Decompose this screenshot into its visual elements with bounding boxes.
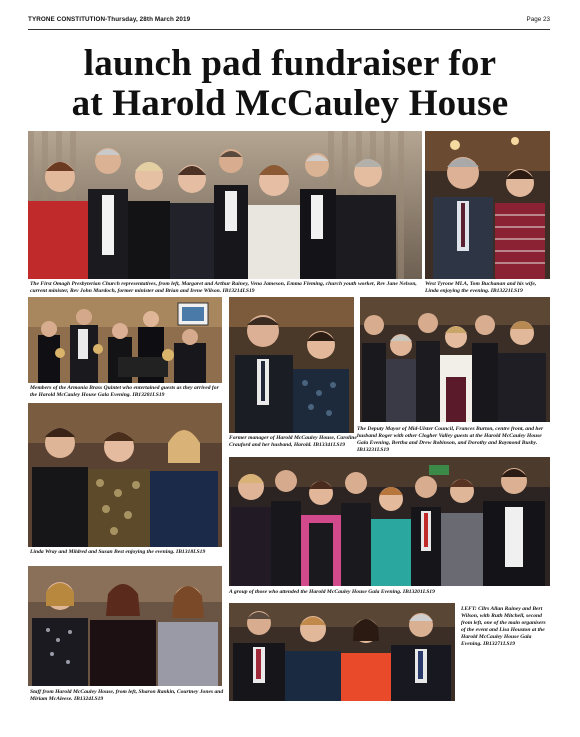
- caption-gala-group: A group of those who attended the Harold McCauley House Gala Evening. IB13201LS19: [229, 589, 435, 595]
- photo-linda-mildred-susan: [28, 403, 222, 547]
- headline-line-2: at Harold McCauley House: [71, 83, 509, 124]
- photo-gala-group: [229, 457, 550, 586]
- publication-date: TYRONE CONSTITUTION-Thursday, 28th March 2019: [28, 16, 191, 23]
- photo-mla-couple: [425, 131, 550, 279]
- caption-staff: Staff from Harold McCauley House, from left, Sharon Rankin, Courtney Jones and Miriam McAleese. IB1324LS19: [30, 689, 224, 702]
- photo-brass-quintet: [28, 297, 222, 383]
- caption-councillors: LEFT: Cllrs Allan Rainey and Bert Wilson, with Ruth Mitchell, second from left, one of the main organisers of the event and Lisa Houston at the Harold McCauley House Gala Evening. IB13271LS19: [461, 606, 546, 647]
- photo-deputy-mayor-group: [360, 297, 550, 422]
- caption-former-manager: Former manager of Harold McCauley House, Caroline Crauford and her husband, Harold. IB13341LS19: [229, 435, 357, 448]
- caption-mla-couple: West Tyrone MLA, Tom Buchanan and his wife, Linda enjoying the evening. IB13221LS19: [425, 281, 537, 294]
- caption-linda-mildred-susan: Linda Wray and Mildred and Susan Best enjoying the evening. IB1318LS19: [30, 549, 206, 555]
- photo-staff: [28, 566, 222, 686]
- caption-brass-quintet: Members of the Armonia Brass Quintet who entertained guests as they arrived for the Harold McCauley House Gala Evening. IB13281LS19: [30, 385, 219, 398]
- caption-deputy-mayor-group: The Deputy Mayor of Mid-Ulster Council, Frances Burton, centre front, and her husband Roger with other Clogher Valley guests at the Harold McCauley House Gala Evening, Bertha and Drew Robinson, and Dorothy and Raymond Busby. IB13231LS19: [357, 426, 544, 453]
- headline-line-1: launch pad fundraiser for: [83, 43, 497, 84]
- caption-church-group: The First Omagh Presbyterian Church representatives, from left, Margaret and Arthur Rainey, Vena Jameson, Emma Fleming, church youth worker, Rev Jane Nelson, current minister, Rev John Murdoch, former minister and Brian and Irene Wilson. IB13214LS19: [30, 281, 417, 294]
- page-header: [28, 14, 550, 30]
- photo-councillors: [229, 603, 455, 701]
- page-number: Page 23: [526, 16, 550, 23]
- photo-church-group: [28, 131, 422, 279]
- photo-former-manager: [229, 297, 354, 433]
